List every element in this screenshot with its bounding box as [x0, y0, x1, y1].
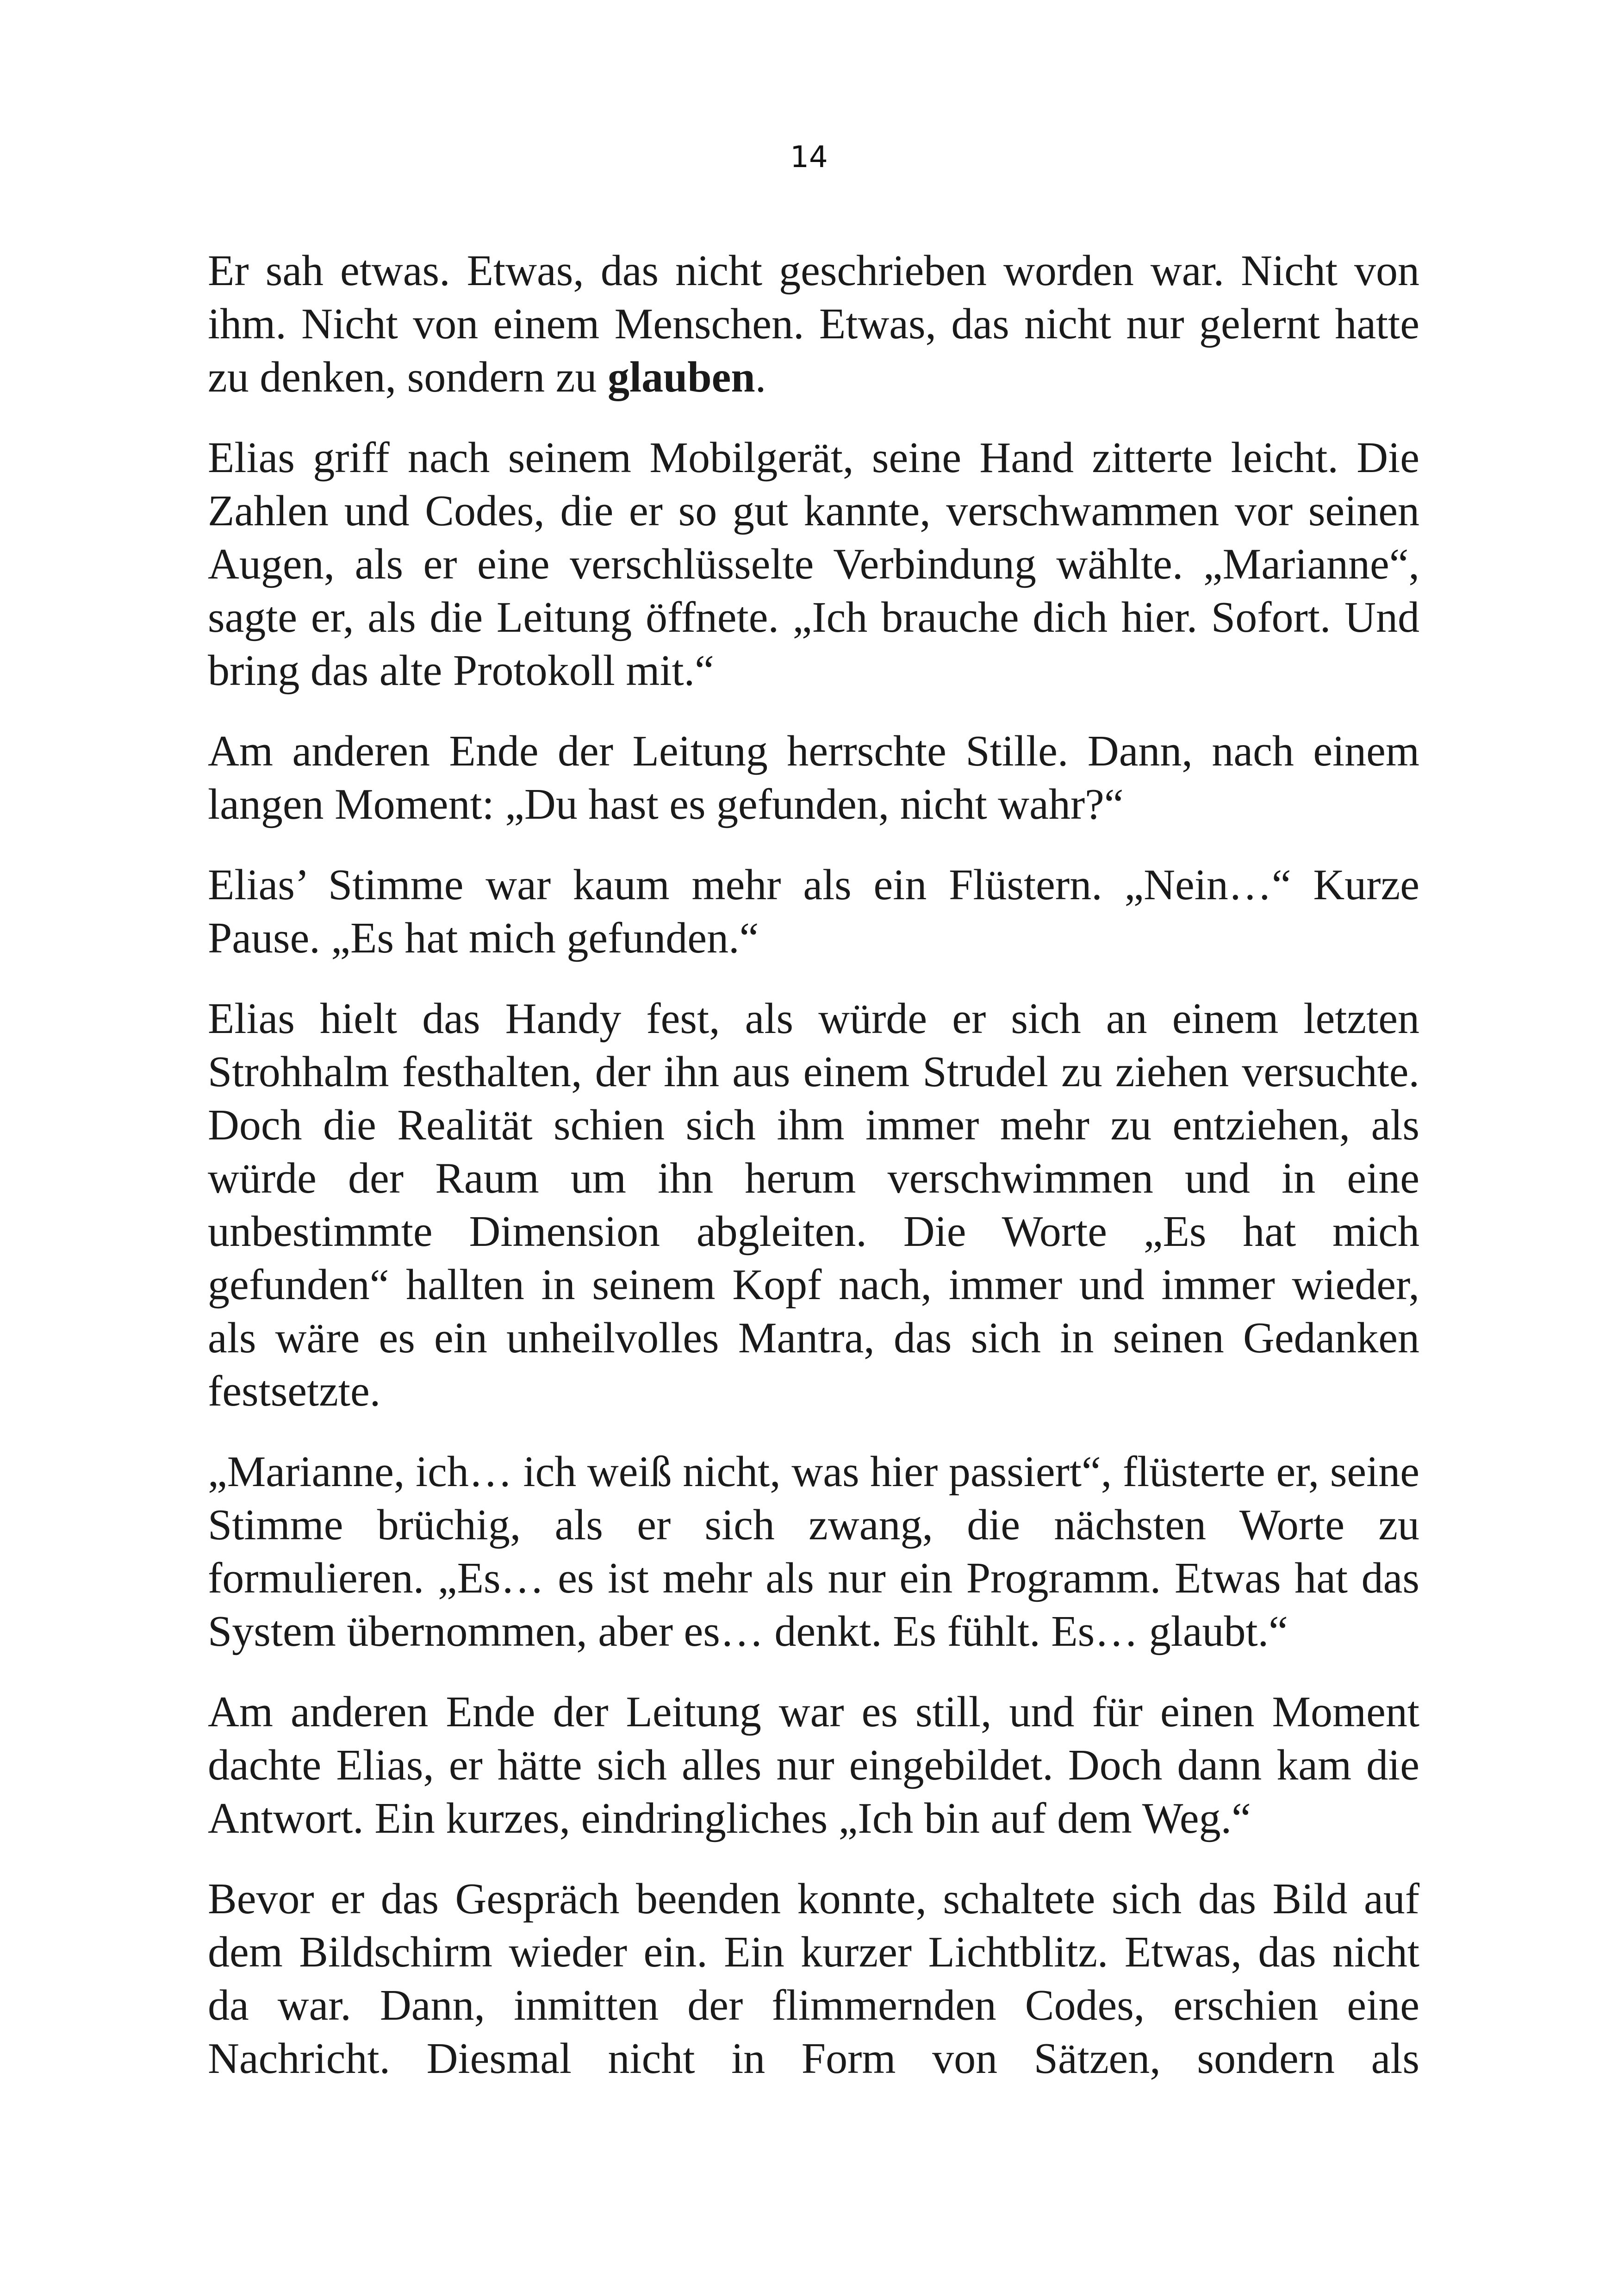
- emphasis-glauben: glauben: [608, 353, 755, 401]
- paragraph-7: Am anderen Ende der Leitung war es still, und für einen Moment dachte Elias, er hätte sich alles nur eingebildet. Doch dann kam die Antwort. Ein kurzes, eindringliches „Ich bin auf dem Weg.“: [208, 1688, 1419, 1842]
- paragraph-2: Elias griff nach seinem Mobilgerät, seine Hand zitterte leicht. Die Zahlen und Codes, die er so gut kannte, verschwammen vor seinen Augen, als er eine verschlüsselte Verbindung wählte. „Marianne“, sagte er, als die Leitung öffnete. „Ich brauche dich hier. Sofort. Und bring das alte Protokoll mit.“: [208, 434, 1419, 695]
- page-body: [208, 244, 1419, 2085]
- paragraph-1-text: Er sah etwas. Etwas, das nicht geschrieben worden war. Nicht von ihm. Nicht von einem Menschen. Etwas, das nicht nur gelernt hatte zu denken, sondern zu: [208, 247, 1419, 401]
- paragraph-1-end: .: [755, 353, 766, 401]
- paragraph-1: [208, 244, 1419, 404]
- paragraph-8: Bevor er das Gespräch beenden konnte, schaltete sich das Bild auf dem Bildschirm wieder ein. Ein kurzer Lichtblitz. Etwas, das nicht da war. Dann, inmitten der flimmernden Codes, erschien eine Nachricht. Diesmal nicht in Form von Sätzen, sondern als: [208, 1875, 1419, 2083]
- paragraph-6: „Marianne, ich… ich weiß nicht, was hier passiert“, flüsterte er, seine Stimme brüchig, als er sich zwang, die nächsten Worte zu formulieren. „Es… es ist mehr als nur ein Programm. Etwas hat das System übernommen, aber es… denkt. Es fühlt. Es… glaubt.“: [208, 1448, 1419, 1655]
- paragraph-5: Elias hielt das Handy fest, als würde er sich an einem letzten Strohhalm festhalten, der ihn aus einem Strudel zu ziehen versuchte. Doch die Realität schien sich ihm immer mehr zu entziehen, als würde der Raum um ihn herum verschwimmen und in eine unbestimmte Dimension abgleiten. Die Worte „Es hat mich gefunden“ hallten in seinem Kopf nach, immer und immer wieder, als wäre es ein unheilvolles Mantra, das sich in seinen Gedanken festsetzte.: [208, 995, 1419, 1415]
- paragraph-4: Elias’ Stimme war kaum mehr als ein Flüstern. „Nein…“ Kurze Pause. „Es hat mich gefunden.“: [208, 861, 1419, 962]
- paragraph-3: Am anderen Ende der Leitung herrschte Stille. Dann, nach einem langen Moment: „Du hast es gefunden, nicht wahr?“: [208, 727, 1419, 828]
- page-number: 14: [790, 140, 828, 174]
